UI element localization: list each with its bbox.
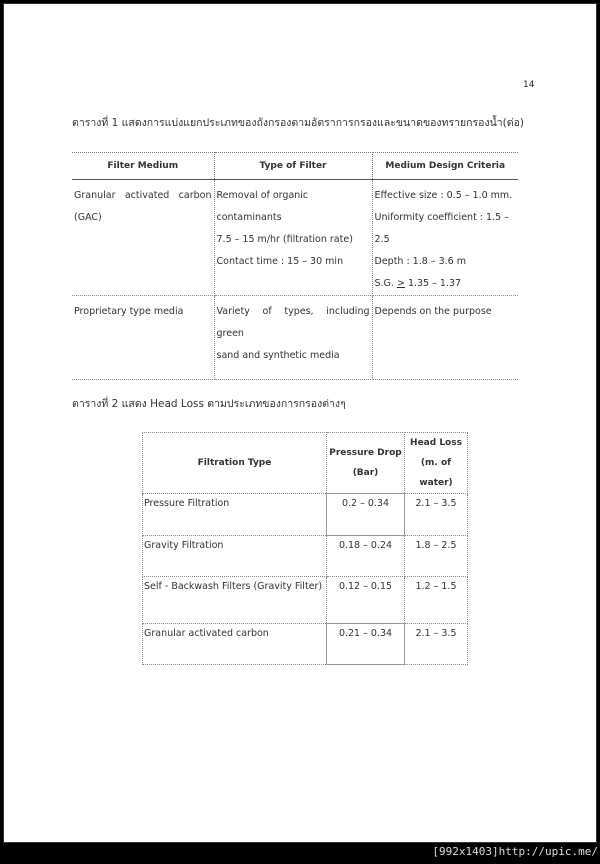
table-cell: 2.1 – 3.5 [405, 624, 468, 665]
table-cell: Gravity Filtration [143, 536, 327, 577]
table-cell: 1.2 – 1.5 [405, 577, 468, 624]
column-header: Filtration Type [143, 433, 327, 494]
greater-equal-symbol: > [396, 278, 405, 289]
document-page [3, 3, 597, 843]
table-row [143, 624, 468, 665]
table-cell: Granular activated carbon [143, 624, 327, 665]
header-line: Pressure Drop [329, 448, 402, 458]
page-number: 14 [523, 80, 535, 90]
cell-line [375, 273, 517, 295]
table-cell: 2.1 – 3.5 [405, 494, 468, 536]
table-row [143, 536, 468, 577]
cell-line: Depends on the purpose [374, 306, 492, 317]
table-cell: 0.2 – 0.34 [327, 494, 405, 536]
table-row [143, 494, 468, 536]
table-cell: 0.18 – 0.24 [327, 536, 405, 577]
table-cell: 1.8 – 2.5 [405, 536, 468, 577]
column-header: Type of Filter [214, 153, 372, 180]
column-header: Filter Medium [72, 153, 214, 180]
header-line: (m. of water) [419, 458, 453, 488]
table-cell [372, 180, 518, 296]
table-cell: 0.12 – 0.15 [327, 577, 405, 624]
cell-line: Removal of organic contaminants [216, 190, 309, 223]
cell-line: Proprietary type media [74, 306, 184, 317]
sg-value: 1.35 – 1.37 [404, 278, 462, 289]
table-cell: Pressure Filtration [143, 494, 327, 536]
table-cell [214, 180, 372, 296]
cell-line: 7.5 – 15 m/hr (filtration rate) [216, 234, 353, 245]
column-header [327, 433, 405, 494]
head-loss-table [142, 432, 468, 665]
column-header: Medium Design Criteria [372, 153, 518, 180]
table-header-row [72, 153, 518, 180]
cell-line: (GAC) [74, 212, 102, 223]
table1-caption: ตารางที่ 1 แสดงการแบ่งแยกประเภทของถังกรองตามอัตราการกรองและขนาดของทรายกรองน้ำ(ต่อ) [72, 117, 524, 129]
cell-line: Granular activated carbon [74, 190, 212, 201]
cell-line: sand and synthetic media [216, 350, 340, 361]
table-cell [72, 180, 214, 296]
header-line: Head Loss [410, 438, 462, 448]
table-row [72, 180, 518, 296]
cell-line: Contact time : 15 – 30 min [216, 256, 344, 267]
table2-caption: ตารางที่ 2 แสดง Head Loss ตามประเภทของการกรองต่างๆ [72, 398, 346, 410]
cell-line: Effective size : 0.5 – 1.0 mm. [374, 190, 513, 201]
header-line: (Bar) [352, 468, 379, 478]
table-cell: 0.21 – 0.34 [327, 624, 405, 665]
table-cell [372, 296, 518, 380]
table-row [143, 577, 468, 624]
table-row [72, 296, 518, 380]
cell-line: Uniformity coefficient : 1.5 – 2.5 [374, 212, 509, 245]
table-cell [214, 296, 372, 380]
table-cell: Self - Backwash Filters (Gravity Filter) [143, 577, 327, 624]
sg-prefix: S.G. [374, 278, 397, 289]
filter-medium-table [72, 152, 518, 380]
cell-line: Depth : 1.8 – 3.6 m [374, 256, 466, 267]
table-header-row [143, 433, 468, 494]
table-cell [72, 296, 214, 380]
column-header [405, 433, 468, 494]
cell-line: Variety of types, including green [216, 306, 370, 339]
image-source-watermark: [992x1403]http://upic.me/ [432, 845, 598, 858]
